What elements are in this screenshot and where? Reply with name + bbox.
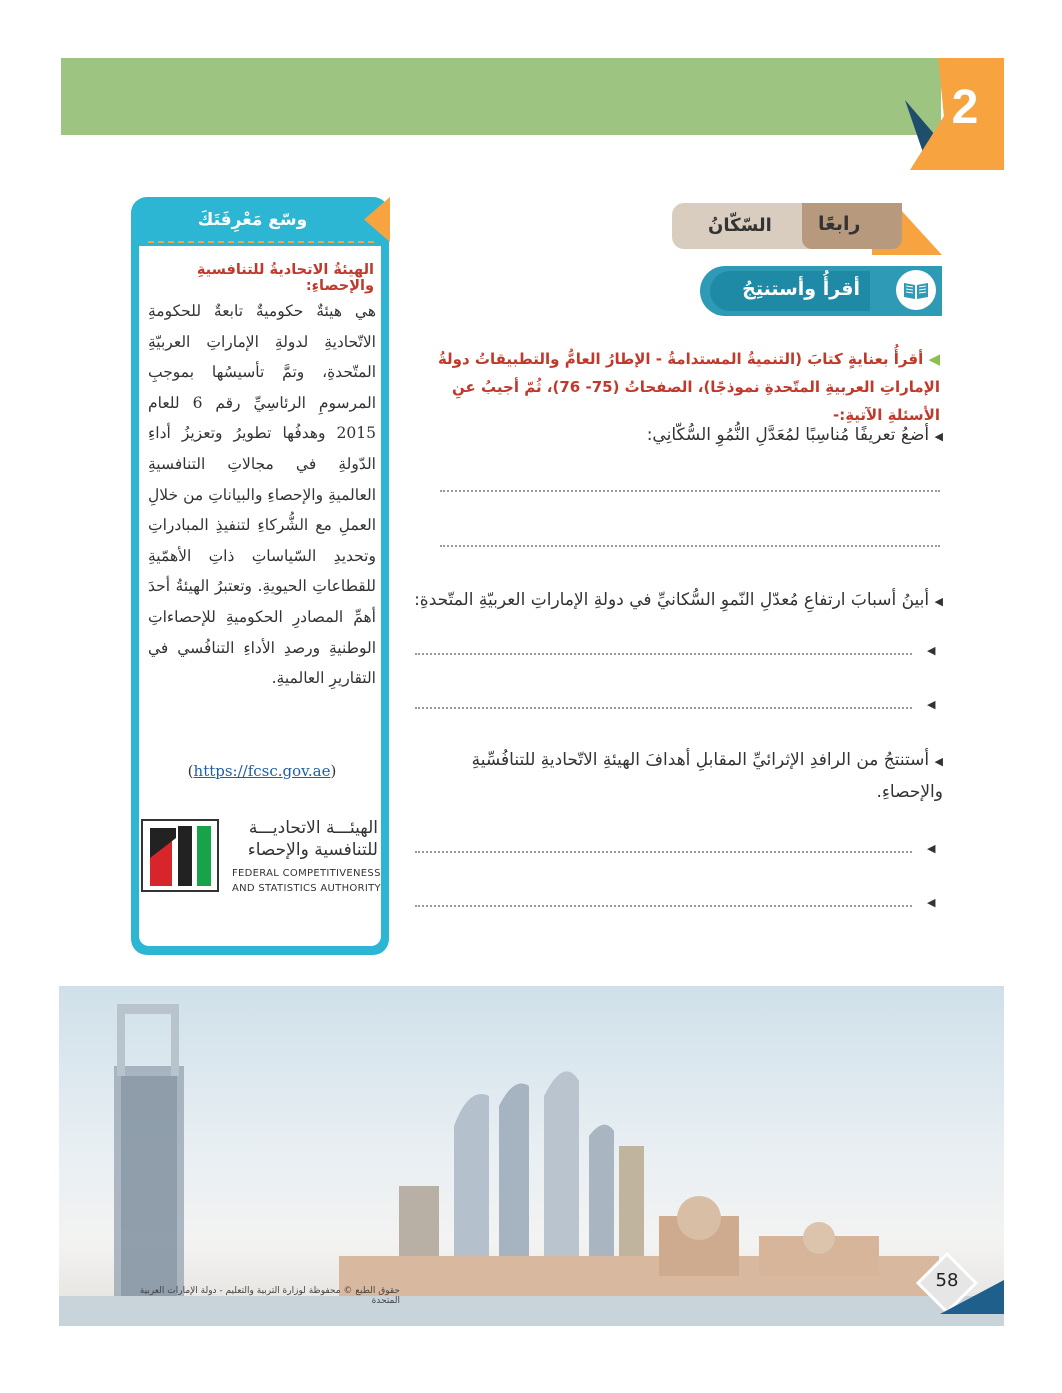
answer-line[interactable]	[415, 851, 912, 853]
logo-english-line2: AND STATISTICS AUTHORITY	[232, 883, 381, 894]
answer-line[interactable]	[440, 545, 940, 547]
chapter-number: 2	[951, 81, 979, 134]
sidebar-title: الهيئةُ الاتحاديةُ للتنافسيةِ والإحصاءِ:	[196, 262, 374, 294]
logo-arabic-line1: الهيئـــة الاتحاديـــة	[248, 818, 378, 838]
answer-line[interactable]	[415, 905, 912, 907]
section-title: السّكّانُ	[708, 215, 772, 236]
chapter-banner	[61, 58, 941, 135]
question-1: ◀ أضعُ تعريفًا مُناسِبًا لمُعَدَّلِ النُّمُوِ السُّكّانِي:	[646, 425, 943, 445]
sidebar-header: وسّع مَعْرِفَتَكَ	[197, 210, 308, 230]
section-header	[672, 203, 942, 253]
read-conclude-label: أقرأُ وأستنتِجُ	[742, 278, 860, 300]
sidebar-url: (https://fcsc.gov.ae)	[187, 762, 337, 780]
question-arrow-icon: ◀	[934, 430, 943, 443]
bullet-icon: ◀	[927, 842, 936, 855]
answer-line[interactable]	[440, 490, 940, 492]
logo-arabic-line2: للتنافسية والإحصاء	[247, 840, 378, 860]
open-book-icon	[896, 270, 936, 310]
question-2: ◀ أبينُ أسبابَ ارتفاعِ مُعدّلِ النّموِ السُّكانيِّ في دولةِ الإماراتِ العربيّةِ المتّحدةِ:	[414, 590, 943, 610]
copyright-footer: حقوق الطبع © محفوظة لوزارة التربية والتعليم - دولة الإمارات العربية المتحدة	[139, 1286, 400, 1306]
section-ordinal: رابعًا	[818, 213, 861, 235]
instruction-arrow-icon: ◀	[928, 350, 940, 368]
answer-line[interactable]	[415, 653, 912, 655]
question-arrow-icon: ◀	[934, 755, 943, 768]
instruction-text: ◀ أقرأُ بعنايةٍ كتابَ (التنميةُ المستدامةُ - الإطارُ العامُّ والتطبيقاتُ دولةُ الإماراتِ العربيةِ المتّحدةِ نموذجًا)، الصفحاتُ (75- 76)، ثُمّ أجيبُ عنِ الأسئلةِ الآتيةِ:-	[437, 350, 940, 424]
bullet-icon: ◀	[927, 896, 936, 909]
sidebar-divider	[148, 241, 374, 243]
fcsc-logo	[140, 818, 220, 893]
sidebar-body: هي هيئةٌ حكوميةٌ تابعةٌ للحكومةِ الاتّحاديةِ لدولةِ الإماراتِ العربيّةِ المتّحدةِ، وتمَّ تأسيسُها بموجبِ المرسومِ الرئاسِيِّ رقم 6 للعام 2015 وهدفُها تطويرُ وتعزيزُ أداءِ الدّولةِ في مجالاتِ التنافسيةِ العالميةِ والإحصاءِ والبياناتِ من خلالِ العملِ مع الشُّركاءِ لتنفيذِ المبادراتِ وتحديدِ السّياساتِ ذاتِ الأهمّيةِ للقطاعاتِ الحيويةِ. وتعتبرُ الهيئةُ أحدَ أهمِّ المصادرِ الحكوميةِ للإحصاءاتِ الوطنيةِ ورصدِ الأداءِ التنافُسي في التقاريرِ العالميةِ.	[148, 302, 377, 688]
read-conclude-header	[700, 266, 942, 316]
page-number: 58	[935, 1270, 959, 1291]
question-arrow-icon: ◀	[934, 595, 943, 608]
answer-line[interactable]	[415, 707, 912, 709]
logo-english-line1: FEDERAL COMPETITIVENESS	[232, 868, 381, 879]
bullet-icon: ◀	[927, 644, 936, 657]
skyline-image	[59, 986, 1004, 1326]
question-3: ◀ أستنتجُ من الرافدِ الإثرائيِّ المقابلِ أهدافَ الهيئةِ الاتّحاديةِ للتنافُسِّيةِ والإحصاءِ.	[471, 750, 943, 802]
fcsc-link[interactable]: https://fcsc.gov.ae	[193, 762, 331, 780]
bullet-icon: ◀	[927, 698, 936, 711]
